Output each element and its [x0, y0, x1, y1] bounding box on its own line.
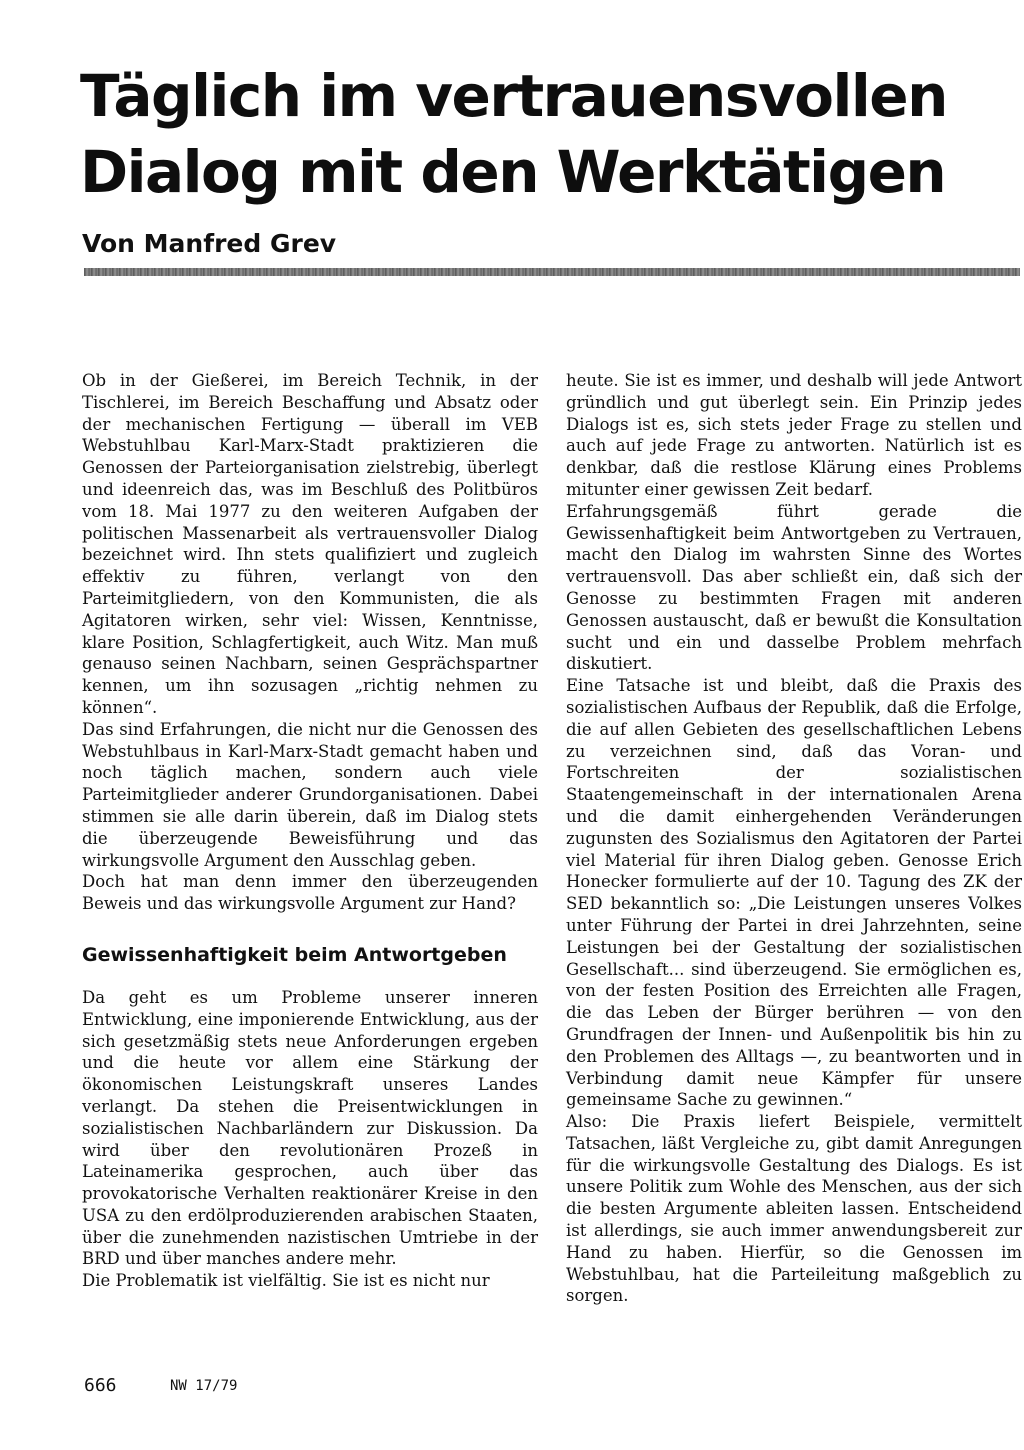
paragraph: Erfahrungsgemäß führt gerade die Gewissenhaftigkeit beim Antwortgeben zu Vertrauen, macht den Dialog im wahrsten Sinne des Wortes vertrauensvoll. Das aber schließt ein, daß sich der Genosse zu bestimmten Fragen mit anderen Genossen austauscht, daß er bewußt die Konsultation sucht und ein und dasselbe Problem mehrfach diskutiert.	[566, 501, 1022, 674]
page-number: 666	[84, 1375, 117, 1396]
paragraph: Ob in der Gießerei, im Bereich Technik, in der Tischlerei, im Bereich Beschaffung und Absatz oder der mechanischen Fertigung — überall im VEB Webstuhlbau Karl-Marx-Stadt praktizieren die Genossen der Parteiorganisation zielstrebig, überlegt und ideenreich das, was im Beschluß des Politbüros vom 18. Mai 1977 zu den weiteren Aufgaben der politischen Massenarbeit als vertrauensvoller Dialog bezeichnet wird. Ihn stets qualifiziert und zugleich effektiv zu führen, verlangt von den Parteimitgliedern, von den Kommunisten, die als Agitatoren wirken, sehr viel: Wissen, Kenntnisse, klare Position, Schlagfertigkeit, auch Witz. Man muß genauso seinen Nachbarn, seinen Gesprächspartner kennen, um ihn sozusagen „richtig nehmen zu können“.	[82, 371, 538, 717]
issue-label: NW 17/79	[170, 1378, 238, 1394]
paragraph: heute. Sie ist es immer, und deshalb will jede Antwort gründlich und gut überlegt sein. Ein Prinzip jedes Dialogs ist es, sich stets jeder Frage zu stellen und auch auf jede Frage zu antworten. Natürlich ist es denkbar, daß die restlose Klärung eines Problems mitunter einer gewissen Zeit bedarf.	[566, 371, 1022, 499]
left-text-column	[82, 370, 538, 1292]
article-title-line-1: Täglich im vertrauensvollen	[80, 62, 947, 130]
title-divider-rule	[84, 268, 1020, 276]
paragraph: Das sind Erfahrungen, die nicht nur die Genossen des Webstuhlbaus in Karl-Marx-Stadt gemacht haben und noch täglich machen, sondern auch viele Parteimitglieder anderer Grundorganisationen. Dabei stimmen sie alle darin überein, daß im Dialog stets die überzeugende Beweisführung und das wirkungsvolle Argument den Ausschlag geben.	[82, 719, 538, 870]
paragraph: Da geht es um Probleme unserer inneren Entwicklung, eine imponierende Entwicklung, aus der sich gesetzmäßig stets neue Anforderungen ergeben und die heute vor allem eine Stärkung der ökonomischen Leistungskraft unseres Landes verlangt. Da stehen die Preisentwicklungen in sozialistischen Nachbarländern zur Diskussion. Da wird über den revolutionären Prozeß in Lateinamerika gesprochen, auch über das provokatorische Verhalten reaktionärer Kreise in den USA zu den erdölproduzierenden arabischen Staaten, über die zunehmenden nazistischen Umtriebe in der BRD und über manches andere mehr.	[82, 987, 538, 1269]
paragraph: Die Problematik ist vielfältig. Sie ist es nicht nur	[82, 1271, 490, 1291]
article-title	[80, 58, 1000, 210]
paragraph: Eine Tatsache ist und bleibt, daß die Praxis des sozialistischen Aufbaus der Republik, daß die Erfolge, die auf allen Gebieten des gesellschaftlichen Lebens zu verzeichnen sind, daß das Voran- und Fortschreiten der sozialistischen Staatengemeinschaft in der internationalen Arena und die damit einhergehenden Veränderungen zugunsten des Sozialismus den Agitatoren der Partei viel Material für ihren Dialog geben. Genosse Erich Honecker formulierte auf der 10. Tagung des ZK der SED bekanntlich so: „Die Leistungen unseres Volkes unter Führung der Partei in drei Jahrzehnten, seine Leistungen bei der Gestaltung der sozialistischen Gesellschaft... sind überzeugend. Sie ermöglichen es, von der festen Position des Erreichten alle Fragen, die das Leben der Bürger berühren — von den Grundfragen der Innen- und Außenpolitik bis hin zu den Problemen des Alltags —, zu beantworten und in Verbindung damit neue Kämpfer für unsere gemeinsame Sache zu gewinnen.“	[566, 676, 1022, 1110]
paragraph: Doch hat man denn immer den überzeugenden Beweis und das wirkungsvolle Argument zur Hand?	[82, 872, 538, 914]
article-title-line-2: Dialog mit den Werktätigen	[80, 138, 946, 206]
paragraph: Also: Die Praxis liefert Beispiele, vermittelt Tatsachen, läßt Vergleiche zu, gibt damit Anregungen für die wirkungsvolle Gestaltung des Dialogs. Es ist unsere Politik zum Wohle des Menschen, aus der sich die besten Argumente ableiten lassen. Entscheidend ist allerdings, sie auch immer anwendungsbereit zur Hand zu haben. Hierfür, so die Genossen im Webstuhlbau, hat die Parteileitung maßgeblich zu sorgen.	[566, 1112, 1022, 1306]
section-subheading: Gewissenhaftigkeit beim Antwortgeben	[82, 943, 507, 966]
right-text-column	[566, 370, 1022, 1307]
article-author: Von Manfred Grev	[82, 229, 337, 258]
